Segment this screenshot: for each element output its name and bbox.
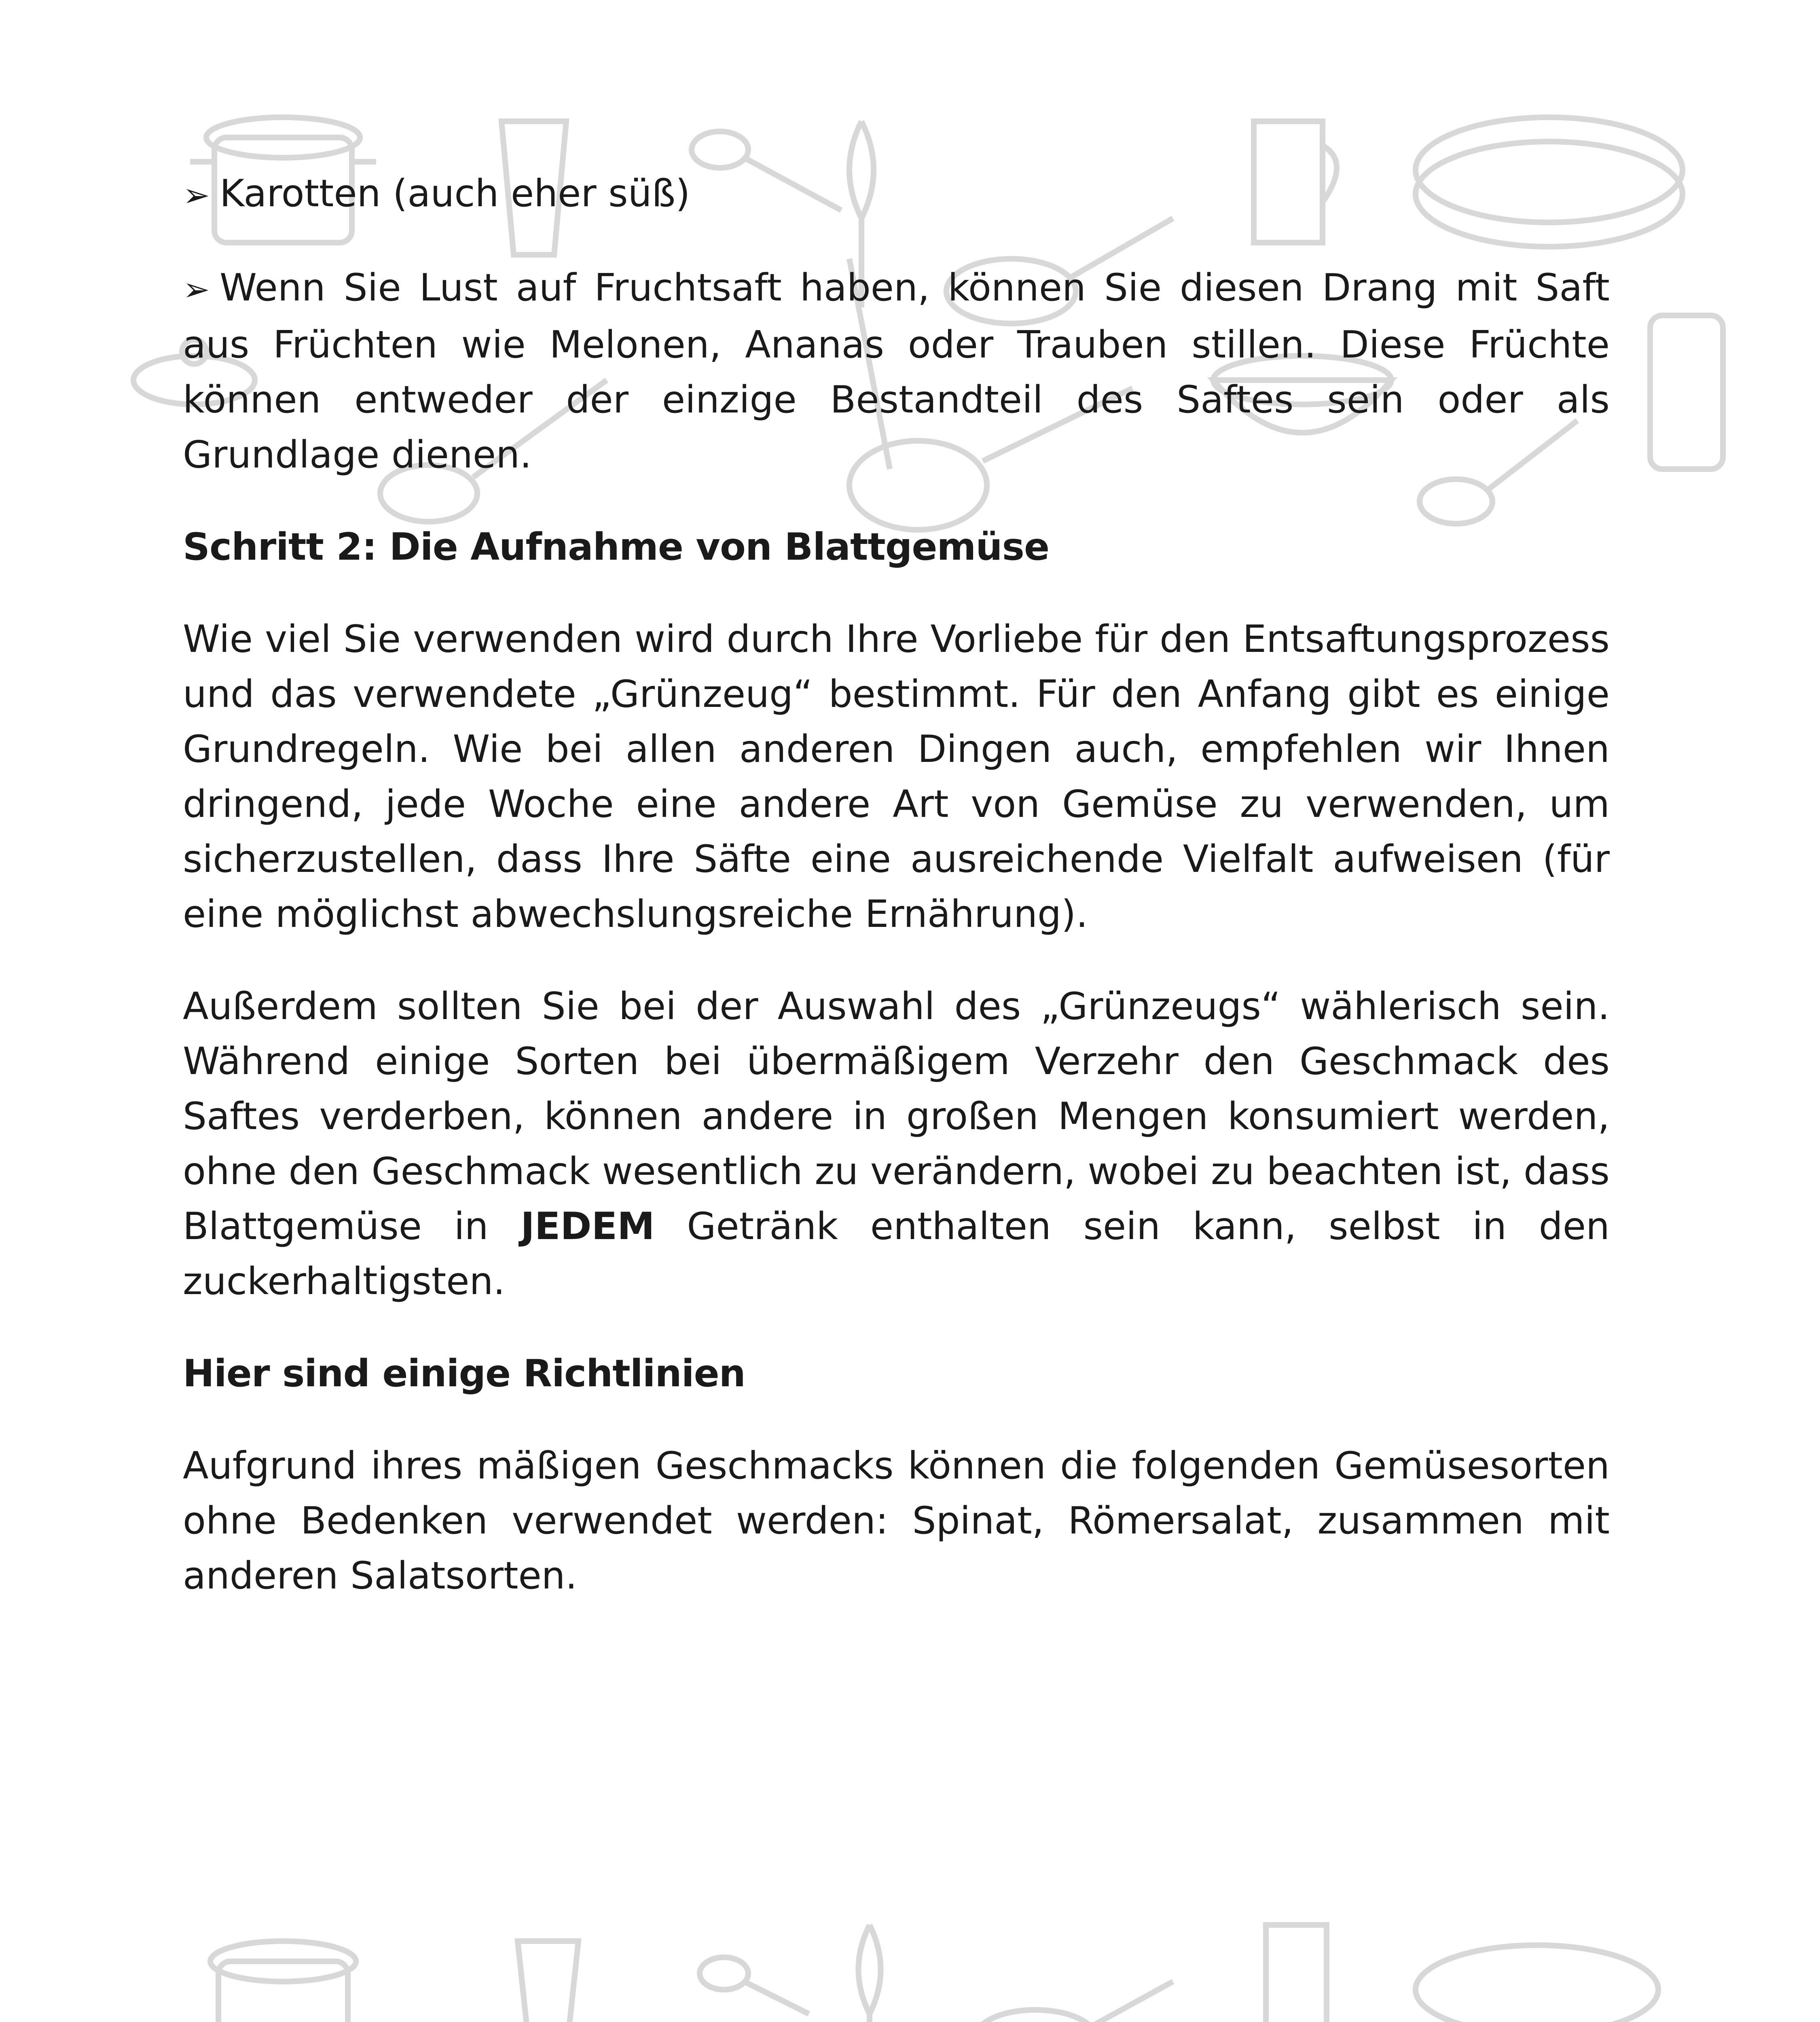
- arrow-bullet-icon: ➢: [183, 176, 210, 214]
- paragraph-guidelines: Aufgrund ihres mäßigen Geschmacks können die folgenden Gemüsesorten ohne Bedenken verwendet werden: Spinat, Römersalat, zusammen mit anderen Salatsorten.: [183, 1444, 1610, 1597]
- bullet-item-carrots: [183, 166, 1610, 223]
- pot-icon: [210, 1941, 356, 2022]
- section-heading-guidelines: Hier sind einige Richtlinien: [183, 1352, 745, 1395]
- paragraph-text: Getränk enthalten sein kann, selbst in den zuckerhaltigsten.: [183, 1204, 1610, 1303]
- frying-pan-icon: [975, 1982, 1173, 2022]
- spoon-icon: [700, 1957, 809, 2014]
- paragraph-text: Außerdem sollten Sie bei der Auswahl des „Grünzeugs“ wählerisch sein. Während einige Sorten bei übermäßigem Verzehr den Geschmack des Saftes verderben, können andere in großen Mengen konsumiert werden, ohne den Geschmack wesentlich zu verändern, wobei zu beachten ist, dass Blattgemüse in: [183, 984, 1610, 1248]
- page-content: [183, 166, 1610, 1640]
- bullet-item-fruit-juice: [183, 260, 1610, 482]
- arrow-bullet-icon: ➢: [183, 271, 210, 308]
- paragraph-usage: Wie viel Sie verwenden wird durch Ihre Vorliebe für den Entsaftungsprozess und das verwendete „Grünzeug“ bestimmt. Für den Anfang gibt es einige Grundregeln. Wie bei allen anderen Dingen auch, empfehlen wir Ihnen dringend, jede Woche eine andere Art von Gemüse zu verwenden, um sicherzustellen, dass Ihre Säfte eine ausreichende Vielfalt aufweisen (für eine möglichst abwechslungsreiche Ernährung).: [183, 617, 1610, 936]
- jug-icon: [1266, 1925, 1327, 2022]
- cake-ring-icon: [1416, 1945, 1658, 2022]
- bullet-text: Wenn Sie Lust auf Fruchtsaft haben, können Sie diesen Drang mit Saft aus Früchten wie Melonen, Ananas oder Trauben stillen. Diese Früchte können entweder der einzige Bestandteil des Saftes sein oder als Grundlage dienen.: [183, 266, 1610, 476]
- bullet-text: Karotten (auch eher süß): [220, 171, 690, 215]
- emphasis-text: JEDEM: [521, 1204, 655, 1248]
- kitchen-sketch-background-bottom: [0, 1901, 1820, 2022]
- paragraph-selection: [183, 979, 1610, 1309]
- whisk-icon: [859, 1925, 881, 2022]
- glass-icon: [518, 1941, 578, 2022]
- section-heading-step-2: Schritt 2: Die Aufnahme von Blattgemüse: [183, 525, 1050, 569]
- grater-icon: [1650, 315, 1723, 469]
